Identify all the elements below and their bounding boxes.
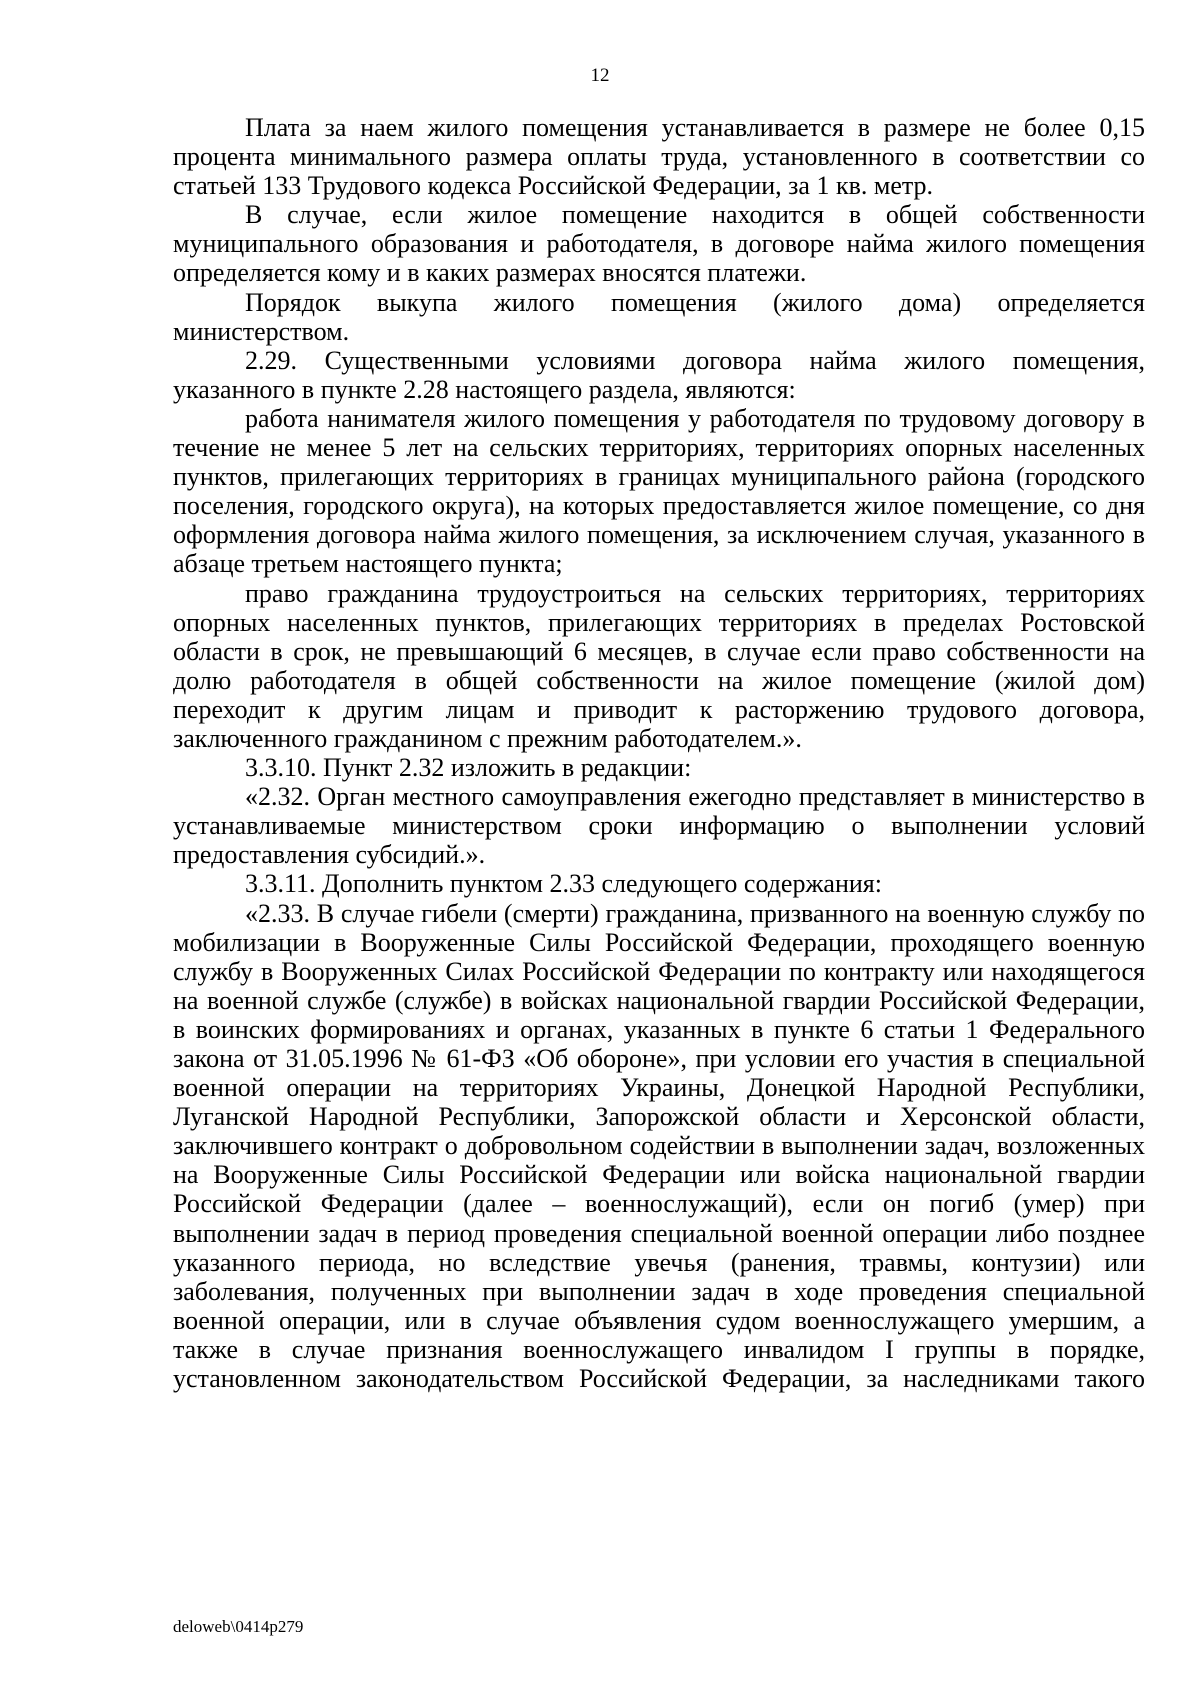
paragraph-buyout-procedure: Порядок выкупа жилого помещения (жилого дома) определяется министерством. — [173, 287, 1145, 346]
paragraph-3-3-11: 3.3.11. Дополнить пунктом 2.33 следующего содержания: — [245, 869, 882, 899]
footer-document-code: deloweb\0414p279 — [173, 1617, 304, 1636]
paragraph-shared-ownership: В случае, если жилое помещение находится в общей собственности муниципального образования и работодателя, в договоре найма жилого помещения определяется кому и в каких размерах вносятся платежи. — [173, 200, 1145, 288]
paragraph-right-to-employment: право гражданина трудоустроиться на сельских территориях, территориях опорных населенных пунктов, прилегающих территориях в пределах Ростовской области в срок, не превышающий 6 месяцев, в случае если право собственности на долю работодателя в общей собственности на жилое помещение (жилой дом) переходит к другим лицам и приводит к расторжению трудового договора, заключенного гражданином с прежним работодателем.». — [173, 578, 1145, 753]
paragraph-rent-fee: Плата за наем жилого помещения устанавливается в размере не более 0,15 процента минимального размера оплаты труда, установленного в соответствии со статьей 133 Трудового кодекса Российской Федерации, за 1 кв. метр. — [173, 113, 1145, 201]
paragraph-2-33: «2.33. В случае гибели (смерти) гражданина, призванного на военную службу по мобилизации в Вооруженные Силы Российской Федерации, проходящего военную службу в Вооруженных Силах Российской Федерации по контракту или находящегося на военной службе (службе) в войсках национальной гвардии Российской Федерации, в воинских формированиях и органах, указанных в пункте 6 статьи 1 Федерального закона от 31.05.1996 № 61-ФЗ «Об обороне», при условии его участия в специальной военной операции на территориях Украины, Донецкой Народной Республики, Луганской Народной Республики, Запорожской области и Херсонской области, заключившего контракт о добровольном содействии в выполнении задач, возложенных на Вооруженные Силы Российской Федерации или войска национальной гвардии Российской Федерации (далее – военнослужащий), если он погиб (умер) при выполнении задач в период проведения специальной военной операции либо позднее указанного периода, но вследствие увечья (ранения, травмы, контузии) или заболевания, полученных при выполнении задач в ходе проведения специальной военной операции, или в случае объявления судом военнослужащего умершим, а также в случае признания военнослужащего инвалидом I группы в порядке, установленном законодательством Российской Федерации, за наследниками такого — [173, 898, 1145, 1394]
paragraph-3-3-10: 3.3.10. Пункт 2.32 изложить в редакции: — [245, 753, 692, 783]
paragraph-employment-condition: работа нанимателя жилого помещения у работодателя по трудовому договору в течение не менее 5 лет на сельских территориях, территориях опорных населенных пунктов, прилегающих территориях в границах муниципального района (городского поселения, городского округа), на которых предоставляется жилое помещение, со дня оформления договора найма жилого помещения, за исключением случая, указанного в абзаце третьем настоящего пункта; — [173, 403, 1145, 579]
paragraph-2-29: 2.29. Существенными условиями договора найма жилого помещения, указанного в пункте 2.28 настоящего раздела, являются: — [173, 345, 1145, 404]
page-number: 12 — [590, 65, 610, 86]
paragraph-2-32: «2.32. Орган местного самоуправления ежегодно представляет в министерство в устанавливаемые министерством сроки информацию о выполнении условий предоставления субсидий.». — [173, 782, 1145, 870]
document-body — [173, 113, 1145, 1393]
